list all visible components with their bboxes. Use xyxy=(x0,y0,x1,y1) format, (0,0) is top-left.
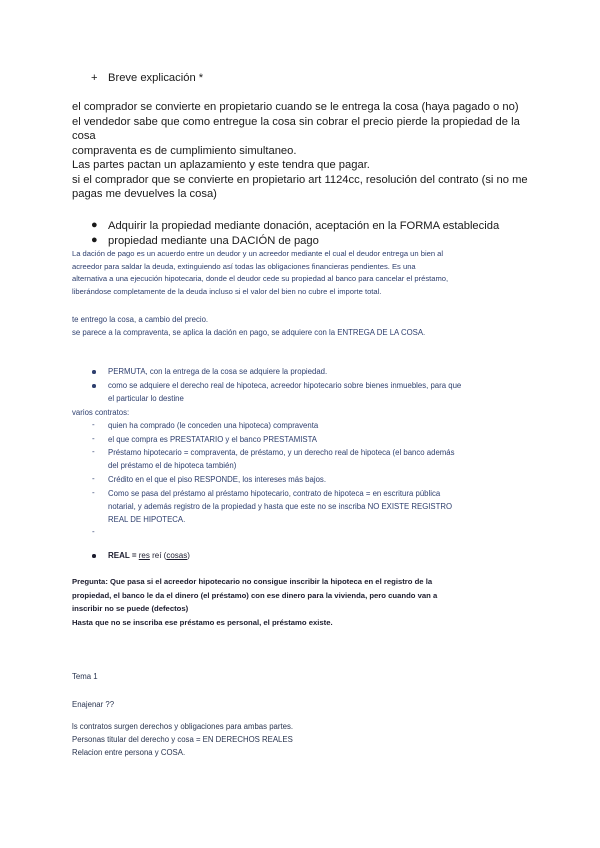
real-close: ) xyxy=(187,551,190,560)
dash-marker: - xyxy=(92,434,95,443)
real-res: res xyxy=(138,551,150,560)
text-line: si el comprador que se convierte en propietario art 1124cc, resolución del contrato (si no me xyxy=(72,173,528,186)
dash-item: Como se pasa del préstamo al préstamo hipotecario, contrato de hipoteca = en escritura pública xyxy=(108,489,441,498)
bullet-icon xyxy=(92,370,96,374)
dash-marker: - xyxy=(92,488,95,497)
final-paragraph xyxy=(72,720,293,760)
real-label: REAL = xyxy=(108,551,139,560)
dash-marker: - xyxy=(92,420,95,429)
text-line: alternativa a una ejecución hipotecaria, donde el deudor cede su propiedad al banco para cancelar el préstamo, xyxy=(72,274,449,283)
text-line: La dación de pago es un acuerdo entre un deudor y un acreedor mediante el cual el deudor entrega un bien al xyxy=(72,249,444,258)
dash-item-cont: notarial, y además registro de la propiedad y hasta que este no se inscriba NO EXISTE REGISTRO xyxy=(108,502,453,511)
bullet-donacion: Adquirir la propiedad mediante donación, aceptación en la FORMA establecida xyxy=(108,220,500,232)
text-line: propiedad, el banco le da el dinero (el préstamo) con ese dinero para la vivienda, pero cuando van a xyxy=(72,590,438,600)
tema-heading: Tema 1 xyxy=(72,672,98,681)
breve-explicacion: Breve explicación * xyxy=(108,72,204,84)
bullet-hipoteca-cont: el particular lo destine xyxy=(108,394,184,403)
dash-item: Préstamo hipotecario = compraventa, de préstamo, y un derecho real de hipoteca (el banco además xyxy=(108,448,455,457)
text-line: liberándose completamente de la deuda incluso si el valor del bien no cubre el importe total. xyxy=(72,286,382,296)
dash-item: quien ha comprado (le conceden una hipoteca) compraventa xyxy=(108,421,319,430)
list-marker-plus: + xyxy=(91,72,98,84)
text-line: el comprador se convierte en propietario cuando se le entrega la cosa (haya pagado o no) xyxy=(72,101,519,113)
text-line: Relacion entre persona y COSA. xyxy=(72,748,186,758)
text-line: se parece a la compraventa, se aplica la dación en pago, se adquiere con la ENTREGA DE LA COSA. xyxy=(72,328,426,337)
bullet-permuta: PERMUTA, con la entrega de la cosa se adquiere la propiedad. xyxy=(108,367,328,376)
dash-item-cont: REAL DE HIPOTECA. xyxy=(108,515,186,524)
text-line: acreedor para saldar la deuda, extinguiendo así todas las obligaciones financieras pendientes. Es una xyxy=(72,261,416,271)
dash-marker: - xyxy=(92,474,95,483)
text-line: Personas titular del derecho y cosa = EN DERECHOS REALES xyxy=(72,735,293,745)
real-definition xyxy=(108,549,190,562)
text-line: inscribir no se puede (defectos) xyxy=(72,604,189,613)
enajenar-text: Enajenar ?? xyxy=(72,700,115,709)
text-line: el vendedor sabe que como entregue la cosa sin cobrar el precio pierde la propiedad de la xyxy=(72,115,520,128)
text-line: compraventa es de cumplimiento simultaneo. xyxy=(72,144,297,157)
text-line: Hasta que no se inscriba ese préstamo es personal, el préstamo existe. xyxy=(72,617,333,627)
text-line: Pregunta: Que pasa si el acreedor hipotecario no consigue inscribir la hipoteca en el registro de la xyxy=(72,577,433,586)
dash-item: Crédito en el que el piso RESPONDE, los intereses más bajos. xyxy=(108,475,326,484)
dash-item-cont: del préstamo el de hipoteca también) xyxy=(108,461,237,470)
bullet-icon: ● xyxy=(91,219,98,231)
varios-contratos-title: varios contratos: xyxy=(72,408,130,417)
bullet-dacion: propiedad mediante una DACIÓN de pago xyxy=(108,235,319,247)
text-line: Las partes pactan un aplazamiento y este tendra que pagar. xyxy=(72,159,370,171)
dacion-paragraph xyxy=(72,248,448,298)
real-rei: reí ( xyxy=(149,551,167,560)
entrego-paragraph xyxy=(72,313,425,339)
bullet-icon xyxy=(92,384,96,388)
text-line: cosa xyxy=(72,130,96,142)
bullet-icon: ● xyxy=(91,234,98,246)
text-line: pagas me devuelves la cosa) xyxy=(72,188,217,200)
bullet-hipoteca: como se adquiere el derecho real de hipoteca, acreedor hipotecario sobre bienes inmuebles, para que xyxy=(108,381,462,390)
text-line: te entrego la cosa, a cambio del precio. xyxy=(72,315,209,324)
text-line: ls contratos surgen derechos y obligaciones para ambas partes. xyxy=(72,722,294,731)
real-cosas: cosas xyxy=(166,551,188,560)
dash-marker: - xyxy=(92,447,95,456)
dash-item: el que compra es PRESTATARIO y el banco PRESTAMISTA xyxy=(108,435,317,444)
intro-paragraph xyxy=(72,100,528,202)
dash-marker: - xyxy=(92,527,95,536)
pregunta-paragraph xyxy=(72,575,437,629)
bullet-icon xyxy=(92,554,96,558)
